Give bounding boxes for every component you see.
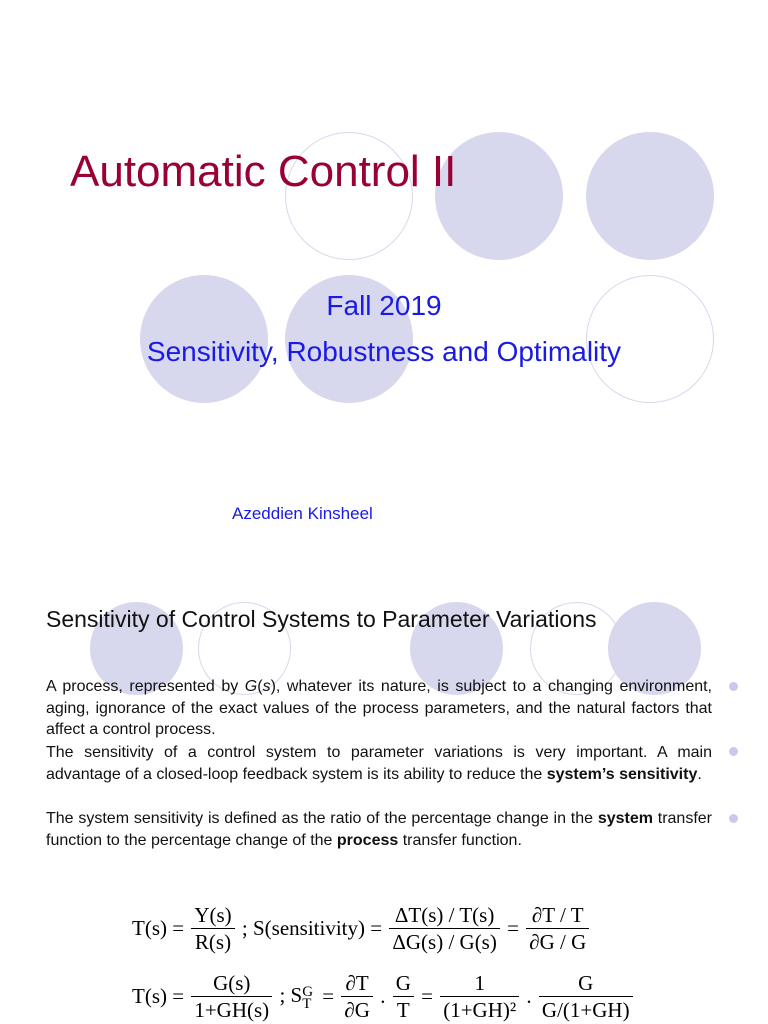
bullet-icon [729,747,738,756]
decor-circle [586,132,714,260]
bullet-icon [729,814,738,823]
slide-title: Automatic Control II [70,147,457,196]
fraction: $\frac{\partial T}{\partial G}$ [341,970,373,1023]
equation-closed-loop-sensitivity: T(s) = $\frac{G(s)}{1+GH(s)}$ ; S G T = $\frac{\partial T}{\partial G}$ . $\frac{G}{T}$ = $\frac{1}{\text{(1+GH)²}}$ . $\frac{G}{G/(1+GH)}$ [130,970,633,1023]
author-name: Azeddien Kinsheel [232,504,373,523]
slide-term: Fall 2019 [326,290,442,321]
fraction: $\frac{G(s)}{1+GH(s)}$ [191,970,272,1023]
fraction: $\frac{G}{T}$ [393,970,414,1023]
content-slide [0,576,768,1024]
fraction: $\frac{\Delta T(s) / T(s)}{\Delta G(s) / G(s)}$ [389,902,500,955]
slide-subtitle: Sensitivity, Robustness and Optimality [146,336,622,367]
fraction: $\frac{1}{\text{(1+GH)²}}$ [440,970,519,1023]
paragraph-process: A process, represented by G(s), whatever its nature, is subject to a changing environment, aging, ignorance of the exact values of the process parameters, and the natural factors that affect a control process. [46,678,713,738]
section-title: Sensitivity of Control Systems to Parameter Variations [46,606,597,632]
fraction: $\frac{G}{G/(1+GH)}$ [539,970,633,1023]
fraction: $\frac{\partial T / T}{\partial G / G}$ [526,902,589,955]
bullet-icon [729,682,738,691]
paragraph-importance: The sensitivity of a control system to parameter variations is very important. A main advantage of a closed-loop feedback system is its ability to reduce the system’s sensitivity. [46,744,712,783]
paragraph-definition: The system sensitivity is defined as the ratio of the percentage change in the system transfer function to the percentage change of the process transfer function. [46,810,713,849]
equation-sensitivity-definition: T(s) = $\frac{Y(s)}{R(s)}$ ; S(sensitivity) = $\frac{\Delta T(s) / T(s)}{\Delta G(s) / G(s)}$ = $\frac{\partial T / T}{\partial G / G}$ [130,902,589,955]
fraction: $\frac{Y(s)}{R(s)}$ [191,902,234,955]
